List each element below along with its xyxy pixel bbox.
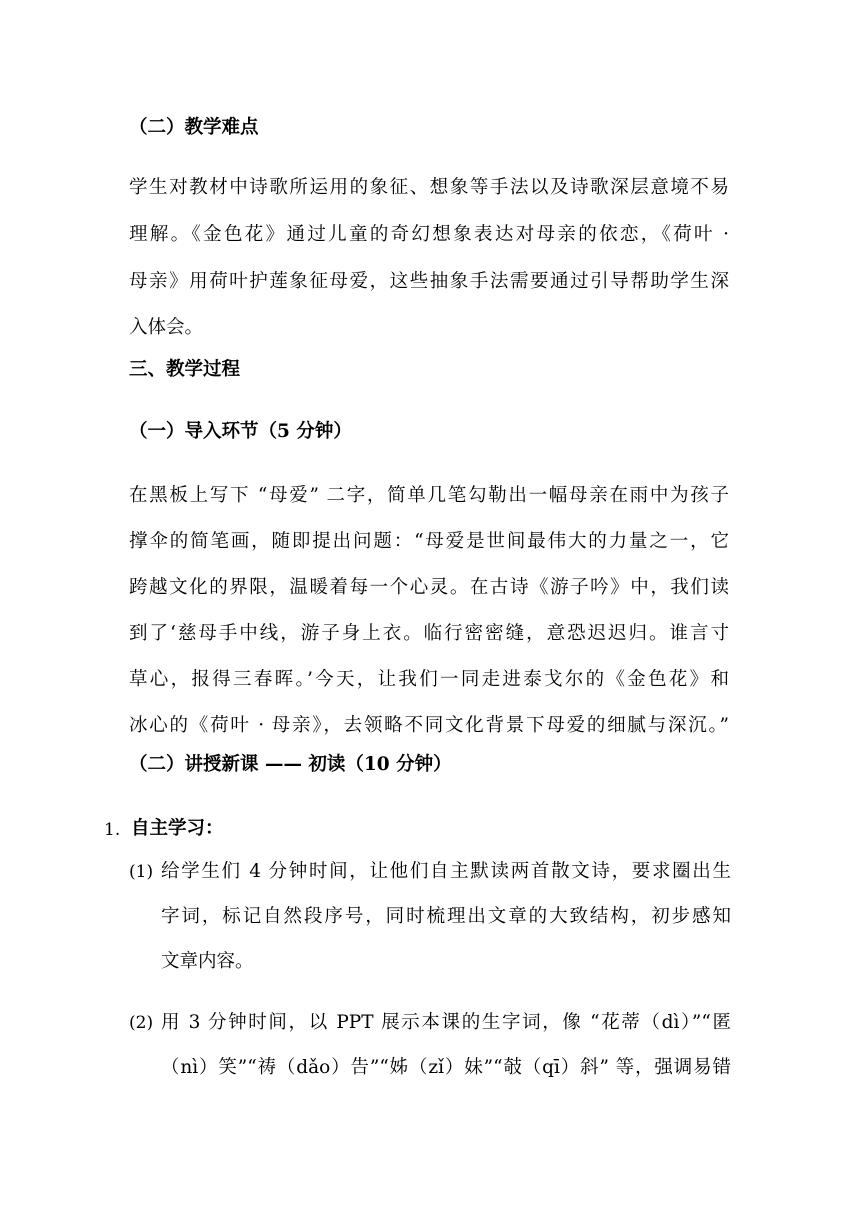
paragraph-line: 撑伞的简笔画，随即提出问题：“母爱是世间最伟大的力量之一，它	[129, 531, 729, 552]
sub-list-line: 用 3 分钟时间，以 PPT 展示本课的生字词，像 “花蒂（dì）”“匿	[161, 1012, 731, 1033]
sub-list-marker: (1)	[129, 862, 154, 882]
heading-intro: （一）导入环节（5 分钟）	[129, 421, 352, 442]
paragraph-line: 母亲》用荷叶护莲象征母爱，这些抽象手法需要通过引导帮助学生深	[129, 271, 729, 292]
sub-list-line: 字词，标记自然段序号，同时梳理出文章的大致结构，初步感知	[161, 906, 731, 927]
list-number: 1.	[104, 820, 121, 840]
sub-list-line: （nì）笑”“祷（dǎo）告”“姊（zǐ）妹”“攲（qī）斜” 等，强调易错	[161, 1057, 731, 1078]
sub-list-line: 给学生们 4 分钟时间，让他们自主默读两首散文诗，要求圈出生	[161, 861, 731, 882]
paragraph-line: 理解。《金色花》通过儿童的奇幻想象表达对母亲的依恋，《荷叶 ·	[129, 224, 729, 245]
paragraph-line: 跨越文化的界限，温暖着每一个心灵。在古诗《游子吟》中，我们读	[129, 577, 729, 598]
paragraph-line: 草心，报得三春晖。’今天，让我们一同走进泰戈尔的《金色花》和	[129, 669, 729, 690]
paragraph-line: 到了‘慈母手中线，游子身上衣。临行密密缝，意恐迟迟归。谁言寸	[129, 623, 729, 644]
paragraph-line: 在黑板上写下 “母爱” 二字，简单几笔勾勒出一幅母亲在雨中为孩子	[129, 485, 729, 506]
list-item-title: 自主学习：	[131, 818, 224, 839]
sub-list-marker: (2)	[129, 1013, 154, 1033]
paragraph-line: 学生对教材中诗歌所运用的象征、想象等手法以及诗歌深层意境不易	[129, 177, 729, 198]
paragraph-line: 冰心的《荷叶 · 母亲》，去领略不同文化背景下母爱的细腻与深沉。”	[129, 715, 729, 736]
heading-teaching-difficulty: （二）教学难点	[129, 117, 259, 138]
paragraph-line: 入体会。	[129, 317, 204, 338]
heading-teaching-process: 三、教学过程	[129, 359, 241, 380]
sub-list-line: 文章内容。	[161, 951, 254, 972]
heading-new-lesson: （二）讲授新课 —— 初读（10 分钟）	[129, 754, 452, 775]
